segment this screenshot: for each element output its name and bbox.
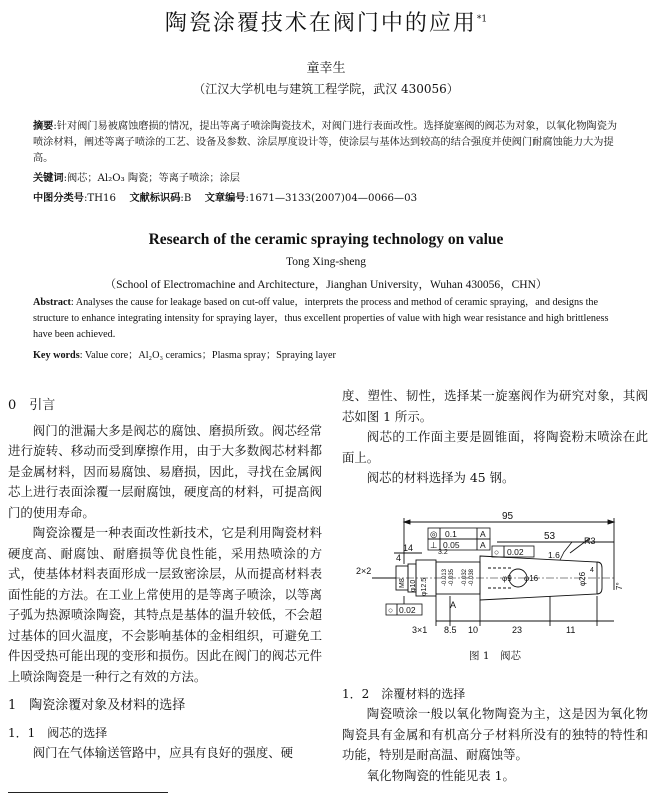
section-0-heading: 0 引言 — [8, 398, 56, 413]
right-column-lower — [342, 684, 648, 786]
section-0-paragraph-1: 阀门的泄漏大多是阀芯的腐蚀、磨损所致。阀芯经常进行旋转、移动而受到摩擦作用，由于大多数阀芯材料都是金属材料，因而易腐蚀、易磨损，因此，寻找在金属阀芯上进行表面涂覆一层耐腐蚀，硬度高的材料，可提高阀门的使用寿命。 — [8, 422, 322, 520]
section-1-2-heading: 1．2 涂覆材料的选择 — [342, 687, 466, 701]
tolerance-2: -0.035 — [449, 568, 455, 586]
roughness-3-2-label: 3.2 — [438, 549, 448, 556]
dim-14-label: 14 — [403, 543, 414, 553]
en-affiliation: （School of Electromachine and Architecture，Jianghan University，Wuhan 430056，CHN） — [104, 279, 548, 291]
section-1-2-paragraph-1: 陶瓷喷涂一般以氧化物陶瓷为主，这是因为氧化物陶瓷具有金属和有机高分子材料所没有的独特的特性和功能，特别是耐高温、耐腐蚀等。 — [342, 706, 648, 762]
en-keywords: Key words: Value core；Al₂O₃ ceramics；Plasma spray；Spraying layer — [33, 350, 336, 361]
dim-95-label: 95 — [502, 511, 514, 522]
taper-angle-label: 7° — [615, 582, 624, 590]
figure-1-caption: 图 1 阀芯 — [468, 650, 522, 662]
gdt-perpendicularity-value: 0.05 — [443, 540, 460, 550]
en-abstract: Abstract: Analyses the cause for leakage based on cut-off value，interprets the process and method of ceramic spraying，and designs the structure to enhance integrating intensity for spraying layer，thus excellent properties of value with high wear resistance and high brittleness have been achieved. — [33, 297, 609, 340]
roughness-1-6-label: 1.6 — [548, 550, 560, 560]
right-column — [342, 386, 648, 489]
right-paragraph-2: 阀芯的工作面主要是圆锥面，将陶瓷粉末喷涂在此面上。 — [342, 429, 648, 465]
left-column — [8, 396, 322, 763]
section-1-heading: 1 陶瓷涂覆对象及材料的选择 — [8, 698, 186, 713]
dim-phi16-label: φ16 — [524, 574, 539, 583]
dim-23-label: 23 — [512, 625, 523, 635]
dim-m8-label: M8 — [399, 578, 406, 588]
gdt-roundness-value: 0.02 — [507, 547, 524, 557]
dim-11-label: 11 — [566, 625, 576, 635]
dim-3x1-label: 3×1 — [412, 625, 428, 635]
tolerance-3: -0.032 — [462, 568, 468, 586]
author-affiliation: （江汉大学机电与建筑工程学院，武汉 430056） — [193, 82, 459, 96]
gdt-roundness-2-symbol: ○ — [388, 605, 394, 615]
section-1-1-paragraph-1: 阀门在气体输送管路中，应具有良好的强度、硬 — [32, 744, 293, 760]
section-1-2-paragraph-2: 氧化物陶瓷的性能见表 1。 — [366, 767, 515, 783]
dim-phi10-label: φ10 — [410, 579, 417, 592]
footnote-rule — [8, 792, 168, 793]
paper-title: 陶瓷涂覆技术在阀门中的应用$^{*1}$ — [164, 11, 488, 36]
dim-phi26-label: φ26 — [578, 571, 587, 586]
dim-phi9-label: φ9 — [502, 574, 512, 583]
dim-4-label: 4 — [396, 553, 402, 563]
cn-abstract: 摘要:针对阀门易被腐蚀磨损的情况，提出等离子喷涂陶瓷技术，对阀门进行表面改性。选择旋塞阀的阀芯为对象，以氧化物陶瓷为喷涂材料，阐述等离子喷涂的工艺、设备及参数、涂层厚度设计等，使涂层与基体达到较高的结合强度并使阀门耐腐蚀能力大为提高。 — [33, 120, 618, 164]
cn-classification-line: 中图分类号:TH16 文献标识码:B 文章编号:1671—3133(2007)04—0066—03 — [33, 192, 418, 204]
gdt-perpendicularity-datum: A — [480, 540, 486, 550]
dim-10-label: 10 — [468, 625, 479, 635]
dim-53-label: 53 — [544, 531, 556, 542]
right-continued-paragraph: 度、塑性、韧性，选择某一旋塞阀作为研究对象，其阀芯如图 1 所示。 — [342, 388, 648, 424]
dim-2x2-label: 2×2 — [356, 566, 372, 576]
section-1-1-heading: 1．1 阀芯的选择 — [8, 725, 108, 740]
gdt-perpendicularity-symbol: ⊥ — [430, 540, 438, 550]
en-author: Tong Xing-sheng — [285, 256, 366, 268]
right-paragraph-3: 阀芯的材料选择为 45 钢。 — [366, 470, 515, 485]
dim-4b-label: 4 — [590, 567, 594, 574]
cn-keywords: 关键词:阀芯；Al₂O₃ 陶瓷；等离子喷涂；涂层 — [33, 172, 240, 184]
en-title: Research of the ceramic spraying technology on value — [148, 231, 504, 248]
gdt-roundness-2-value: 0.02 — [399, 605, 416, 615]
tolerance-1: -0.013 — [442, 568, 448, 586]
dim-phi12-5-label: φ12.5 — [421, 577, 428, 596]
section-0-paragraph-2: 陶瓷涂覆是一种表面改性新技术，它是利用陶瓷材料硬度高、耐腐蚀、耐磨损等优良性能，采用热喷涂的方式，使基体材料表面形成一层致密涂层，从而提高材料表面性能的方法。在工业上常使用的是等离子喷涂，以等离子弧为热源喷涂陶瓷，其特点是基体的温升较低，不会超过基体的回火温度，不会影响基体的金相组织，可避免工件因受热可能出现的变形和损伤。因此在阀门的阀芯元件上喷涂陶瓷是一种行之有效的方法。 — [8, 525, 322, 684]
datum-a-label: A — [450, 600, 457, 610]
valve-core-figure — [352, 508, 648, 642]
gdt-concentricity-datum: A — [480, 529, 486, 539]
gdt-roundness-symbol: ○ — [494, 547, 500, 557]
tolerance-4: -0.038 — [469, 568, 475, 586]
gdt-concentricity-symbol: ◎ — [430, 529, 438, 539]
dim-8-5-label: 8.5 — [444, 625, 457, 635]
title-footnote-mark: *1 — [476, 14, 488, 25]
radius-r3-label: R3 — [584, 536, 596, 546]
gdt-concentricity-value: 0.1 — [445, 529, 457, 539]
author-name: 童幸生 — [306, 61, 346, 76]
